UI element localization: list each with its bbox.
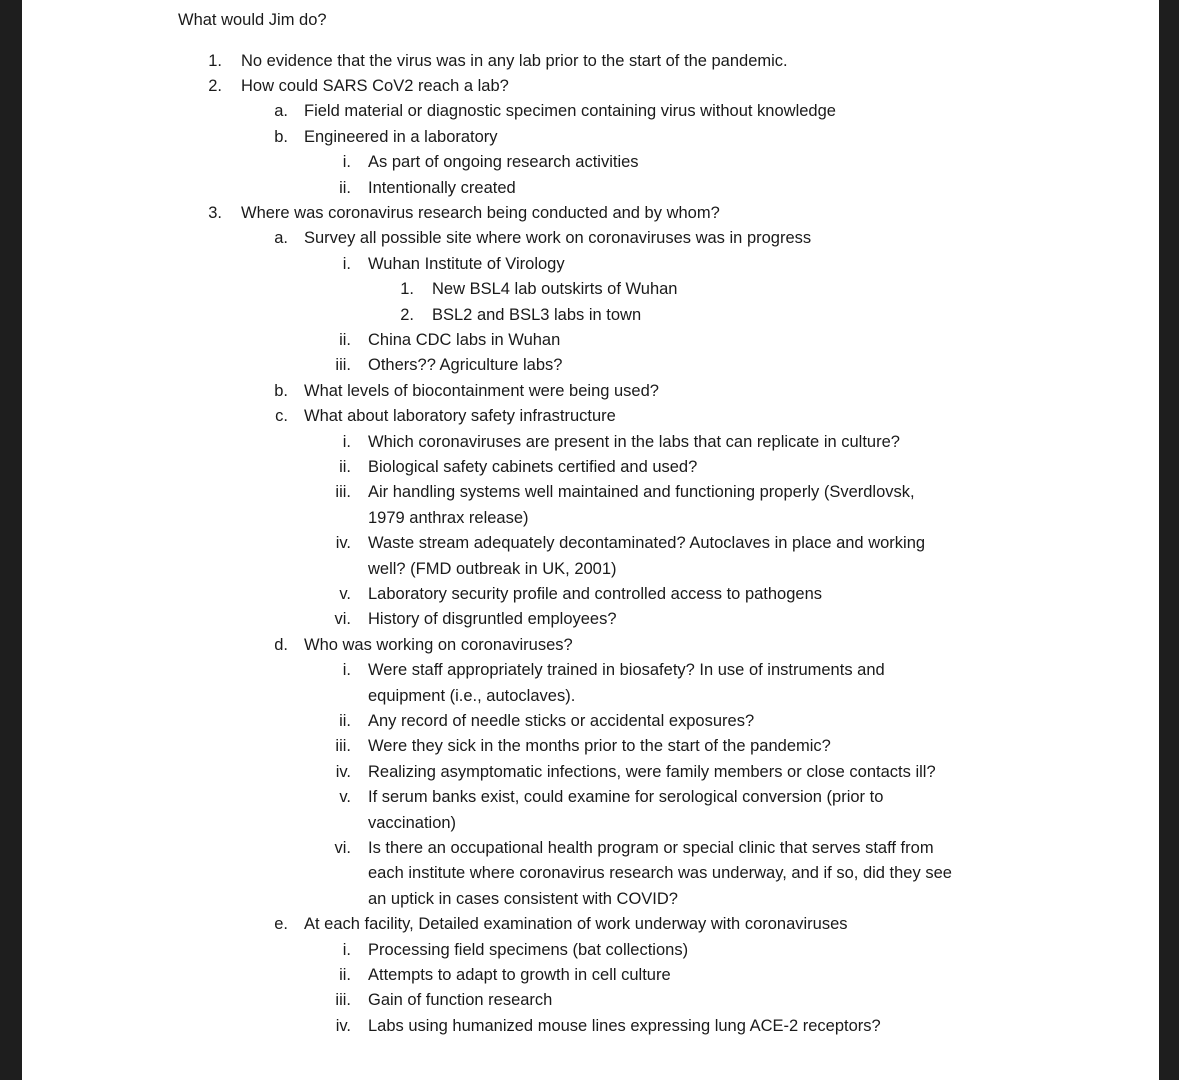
list-item-text: Engineered in a laboratory	[304, 127, 498, 146]
outline-item-level-3	[22, 785, 1159, 811]
outline-item-level-3	[22, 328, 1159, 354]
list-item-text: At each facility, Detailed examination of work underway with coronaviruses	[304, 915, 848, 934]
outline-item-level-3	[22, 557, 1159, 583]
list-item-continuation: vaccination)	[368, 813, 457, 832]
list-marker: b.	[274, 127, 288, 146]
list-marker: i.	[342, 940, 351, 959]
list-marker: ii.	[339, 457, 351, 476]
outline-item-level-3	[22, 938, 1159, 964]
list-item-continuation: well? (FMD outbreak in UK, 2001)	[368, 559, 617, 578]
list-item-continuation: 1979 anthrax release)	[368, 508, 529, 527]
list-marker: 2.	[400, 305, 414, 324]
list-item-text: Processing field specimens (bat collections)	[368, 940, 689, 959]
list-marker: ii.	[339, 711, 351, 730]
list-item-text: Realizing asymptomatic infections, were family members or close contacts ill?	[368, 762, 936, 781]
list-marker: d.	[274, 635, 288, 654]
outline-item-level-3	[22, 582, 1159, 608]
list-item-text: Who was working on coronaviruses?	[304, 635, 573, 654]
list-item-text: Survey all possible site where work on coronaviruses was in progress	[304, 229, 812, 248]
list-marker: iv.	[335, 1016, 351, 1035]
list-marker: iii.	[335, 737, 351, 756]
list-marker: vi.	[334, 838, 351, 857]
outline-item-level-3	[22, 430, 1159, 456]
outline-item-level-3	[22, 506, 1159, 532]
outline-item-level-3	[22, 811, 1159, 837]
list-item-text: Any record of needle sticks or accidental exposures?	[368, 711, 755, 730]
list-marker: e.	[274, 915, 288, 934]
outline-list	[22, 0, 1159, 1080]
list-item-continuation: equipment (i.e., autoclaves).	[368, 686, 576, 705]
list-marker: ii.	[339, 178, 351, 197]
list-marker: c.	[275, 407, 288, 426]
list-marker: iv.	[335, 762, 351, 781]
outline-item-level-2	[22, 912, 1159, 938]
list-marker: iv.	[335, 534, 351, 553]
outline-item-level-1	[22, 49, 1159, 75]
list-marker: iii.	[335, 483, 351, 502]
document-title-line	[22, 8, 1159, 34]
outline-item-level-3	[22, 1014, 1159, 1040]
outline-item-level-2	[22, 379, 1159, 405]
outline-item-level-3	[22, 887, 1159, 913]
list-item-text: Wuhan Institute of Virology	[368, 254, 565, 273]
list-item-text: Were they sick in the months prior to the start of the pandemic?	[368, 737, 831, 756]
list-item-text: Gain of function research	[368, 991, 553, 1010]
list-item-text: Biological safety cabinets certified and used?	[368, 457, 698, 476]
list-marker: v.	[339, 584, 351, 603]
list-marker: 1.	[400, 280, 414, 299]
outline-item-level-3	[22, 150, 1159, 176]
outline-item-level-3	[22, 963, 1159, 989]
list-marker: i.	[342, 254, 351, 273]
list-marker: v.	[339, 788, 351, 807]
list-item-text: Intentionally created	[368, 178, 516, 197]
list-marker: ii.	[339, 330, 351, 349]
outline-item-level-3	[22, 861, 1159, 887]
list-marker: ii.	[339, 965, 351, 984]
list-marker: 1.	[208, 51, 222, 70]
outline-item-level-3	[22, 607, 1159, 633]
list-item-text: Waste stream adequately decontaminated? Autoclaves in place and working	[368, 534, 926, 553]
list-item-text: Where was coronavirus research being conducted and by whom?	[241, 203, 720, 222]
outline-item-level-3	[22, 836, 1159, 862]
outline-item-level-3	[22, 760, 1159, 786]
list-marker: vi.	[334, 610, 351, 629]
outline-item-level-4	[22, 303, 1159, 329]
outline-item-level-3	[22, 176, 1159, 202]
list-item-text: Attempts to adapt to growth in cell culture	[368, 965, 671, 984]
outline-item-level-2	[22, 633, 1159, 659]
outline-item-level-3	[22, 734, 1159, 760]
list-item-text: Which coronaviruses are present in the labs that can replicate in culture?	[368, 432, 900, 451]
list-marker: a.	[274, 102, 288, 121]
list-item-continuation: an uptick in cases consistent with COVID?	[368, 889, 678, 908]
outline-item-level-3	[22, 455, 1159, 481]
list-marker: a.	[274, 229, 288, 248]
outline-item-level-3	[22, 480, 1159, 506]
list-marker: i.	[342, 432, 351, 451]
list-marker: 3.	[208, 203, 222, 222]
list-item-continuation: each institute where coronavirus research was underway, and if so, did they see	[368, 864, 952, 883]
outline-item-level-3	[22, 353, 1159, 379]
list-item-text: Is there an occupational health program or special clinic that serves staff from	[368, 838, 934, 857]
list-item-text: Labs using humanized mouse lines expressing lung ACE-2 receptors?	[368, 1016, 881, 1035]
outline-item-level-3	[22, 531, 1159, 557]
outline-item-level-3	[22, 988, 1159, 1014]
list-item-text: History of disgruntled employees?	[368, 610, 617, 629]
outline-item-level-3	[22, 709, 1159, 735]
outline-item-level-2	[22, 99, 1159, 125]
list-item-text: Others?? Agriculture labs?	[368, 356, 563, 375]
list-item-text: New BSL4 lab outskirts of Wuhan	[432, 280, 678, 299]
list-item-text: What about laboratory safety infrastructure	[304, 407, 616, 426]
list-marker: 2.	[208, 76, 222, 95]
outline-item-level-1	[22, 201, 1159, 227]
outline-item-level-2	[22, 125, 1159, 151]
list-item-text: What levels of biocontainment were being used?	[304, 381, 659, 400]
list-item-text: As part of ongoing research activities	[368, 153, 639, 172]
list-item-text: BSL2 and BSL3 labs in town	[432, 305, 642, 324]
list-marker: i.	[342, 153, 351, 172]
list-marker: b.	[274, 381, 288, 400]
document-title: What would Jim do?	[178, 11, 327, 29]
list-item-text: If serum banks exist, could examine for serological conversion (prior to	[368, 788, 884, 807]
outline-item-level-2	[22, 226, 1159, 252]
list-item-text: Were staff appropriately trained in biosafety? In use of instruments and	[368, 661, 885, 680]
list-item-text: Air handling systems well maintained and functioning properly (Sverdlovsk,	[368, 483, 915, 502]
list-item-text: How could SARS CoV2 reach a lab?	[241, 76, 509, 95]
list-item-text: Laboratory security profile and controlled access to pathogens	[368, 584, 823, 603]
list-item-text: China CDC labs in Wuhan	[368, 330, 561, 349]
outline-item-level-4	[22, 277, 1159, 303]
list-marker: iii.	[335, 356, 351, 375]
outline-item-level-3	[22, 684, 1159, 710]
outline-item-level-3	[22, 252, 1159, 278]
outline-item-level-1	[22, 74, 1159, 100]
list-item-text: Field material or diagnostic specimen containing virus without knowledge	[304, 102, 836, 121]
outline-item-level-3	[22, 658, 1159, 684]
document-page	[22, 0, 1159, 1080]
list-marker: iii.	[335, 991, 351, 1010]
list-item-text: No evidence that the virus was in any lab prior to the start of the pandemic.	[241, 51, 788, 70]
list-marker: i.	[342, 661, 351, 680]
outline-item-level-2	[22, 404, 1159, 430]
